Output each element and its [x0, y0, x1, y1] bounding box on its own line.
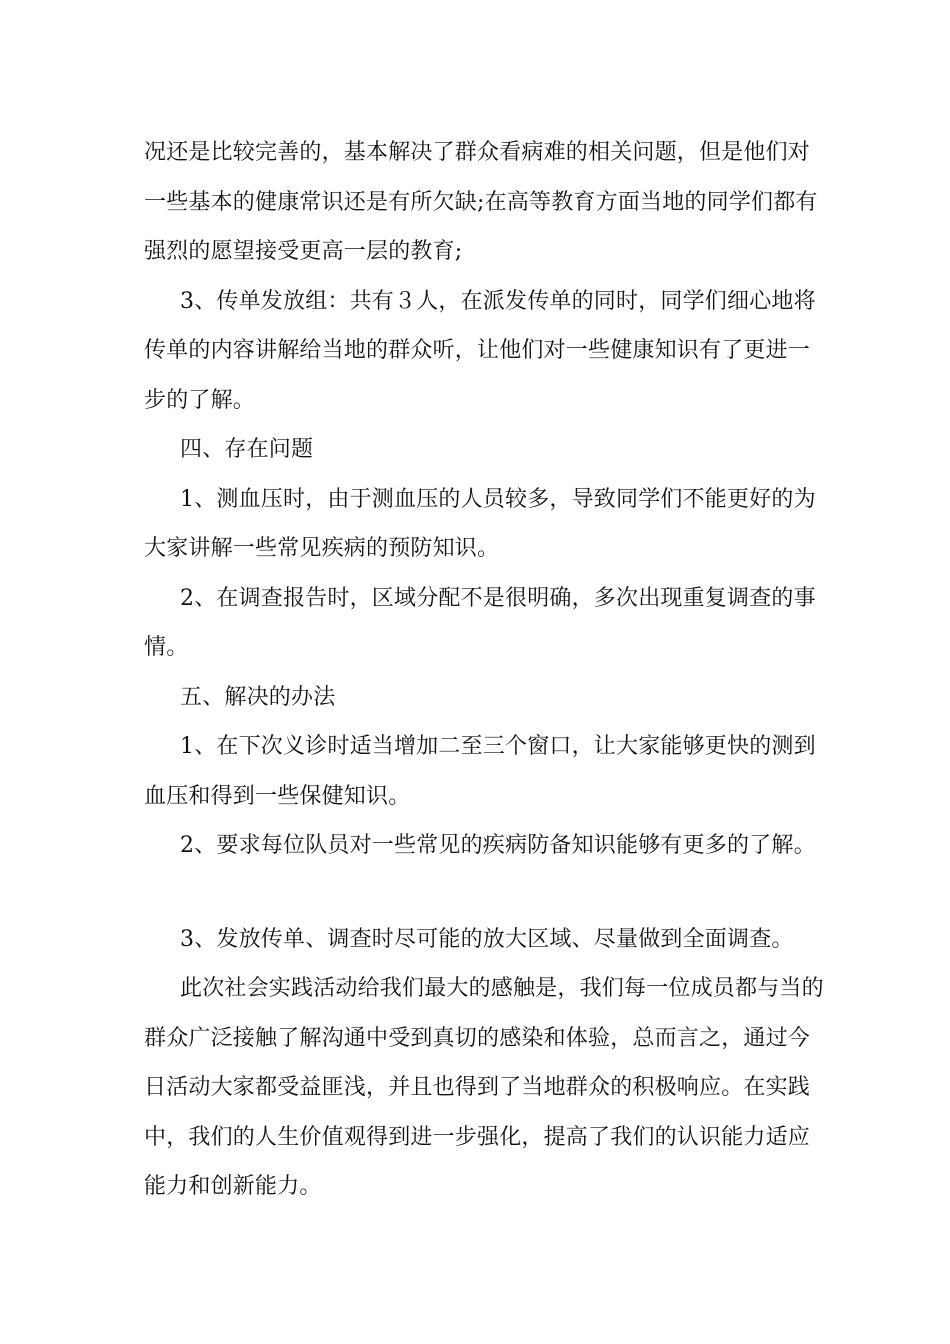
- section-heading-problems: 四、存在问题: [180, 437, 314, 462]
- paragraph-solution-2: 2、要求每位队员对一些常见的疾病防备知识能够有更多的了解。: [180, 833, 816, 858]
- paragraph-health-status: 况还是比较完善的，基本解决了群众看病难的相关问题，但是他们对一些基本的健康常识还是有所欠缺;在高等教育方面当地的同学们都有强烈的愿望接受更高一层的教育;: [144, 140, 818, 264]
- document-body: [144, 128, 824, 1212]
- section-heading-solutions: 五、解决的办法: [180, 684, 336, 710]
- paragraph-conclusion: 此次社会实践活动给我们最大的感触是，我们每一位成员都与当的群众广泛接触了解沟通中受到真切的感染和体验，总而言之，通过今日活动大家都受益匪浅，并且也得到了当地群众的积极响应。在实践中，我们的人生价值观得到进一步强化，提高了我们的认识能力适应能力和创新能力。: [144, 976, 824, 1199]
- paragraph-leaflet-group: 3、传单发放组：共有３人，在派发传单的同时，同学们细心地将传单的内容讲解给当地的群众听，让他们对一些健康知识有了更进一步的了解。: [144, 288, 816, 413]
- paragraph-problem-1: 1、测血压时，由于测血压的人员较多，导致同学们不能更好的为大家讲解一些常见疾病的预防知识。: [144, 486, 816, 561]
- paragraph-solution-3: 3、发放传单、调查时尽可能的放大区域、尽量做到全面调查。: [180, 926, 794, 952]
- paragraph-solution-1: 1、在下次义诊时适当增加二至三个窗口，让大家能够更快的测到血压和得到一些保健知识。: [144, 734, 816, 809]
- paragraph-gap: [144, 871, 824, 915]
- paragraph-problem-2: 2、在调查报告时，区域分配不是很明确，多次出现重复调查的事情。: [144, 585, 816, 660]
